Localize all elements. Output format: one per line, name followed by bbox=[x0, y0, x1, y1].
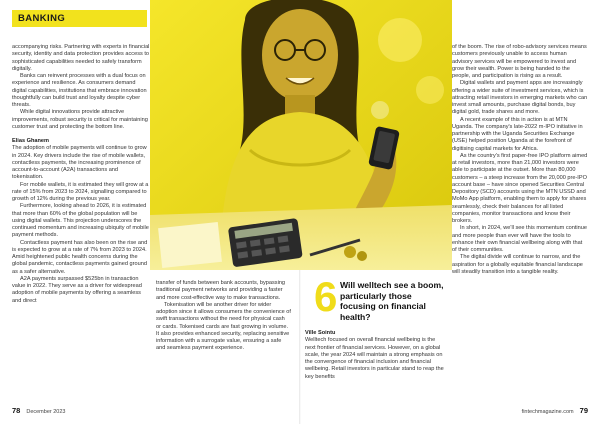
paragraph: As the country's first paper-free IPO platform aimed at retail investors, more than 21,000 investors were able to participate at the outset. More than 80,000 customers – a steep increase from the 20,000 pre-IPO account base – have since opened Securities Central Depository (SCD) accounts using the MTN USSD and MoMo App platform, enabling them to apply for shares seamlessly, check their balances for all listed companies, monitor transactions and know their brokers. bbox=[452, 152, 588, 224]
site-url: fintechmagazine.com bbox=[521, 409, 574, 415]
paragraph: A recent example of this in action is at MTN Uganda. The company's late-2022 m-IPO initiative in partnership with the Uganda Securities Exchange (USE) helped position Uganda at the forefront of digitising capital markets for Africa. bbox=[452, 116, 583, 152]
photo-illustration bbox=[150, 0, 452, 270]
paragraph: For mobile wallets, it is estimated they will grow at a rate of 15% from 2023 to 2024, signalling compared to growth of 12% during the previous year. bbox=[12, 181, 149, 202]
section-tab bbox=[12, 10, 147, 27]
right-column bbox=[452, 44, 588, 276]
paragraph: Contactless payment has also been on the rise and is expected to grow at a rate of 7% from 2023 to 2024. Amid heightened public health concerns during the global pandemic, contactless payments gained ground as a safer alternative. bbox=[12, 239, 148, 275]
left-column bbox=[12, 44, 150, 305]
footer-left bbox=[12, 406, 65, 415]
answer-column bbox=[305, 330, 445, 381]
paragraph: The digital divide will continue to narrow, and the aspiration for a globally equitable financial landscape will steadily transition into a tangible reality. bbox=[452, 254, 583, 275]
paragraph: Digital wallets and payment apps are increasingly offering a wider suite of investment services, which is attracting retail investors in emerging markets who can invest small amounts, purchase digital bonds, buy digital gold, trade shares and more. bbox=[452, 80, 588, 116]
paragraph: A2A payments surpassed $525bn in transaction value in 2022. They serve as a driver for widespread adoption of mobile payments by offering a seamless and direct bbox=[12, 275, 142, 304]
paragraph: accompanying risks. Partnering with experts in financial security, identity and data protection provides access to sophisticated capabilities needed to safely transform digitally. bbox=[12, 44, 150, 72]
section-label: BANKING bbox=[18, 13, 66, 24]
hero-photo bbox=[150, 0, 452, 270]
paragraph: Welltech focused on overall financial wellbeing is the next frontier of financial services. However, on a global scale, the year 2024 will maintain a strong emphasis on the convergence of financial inclusion and financial wellbeing. Retail investors in particular stand to reap the key benefits bbox=[305, 337, 444, 380]
author-byline: Ville Sointu bbox=[305, 330, 336, 336]
page-number-right: 79 bbox=[579, 406, 588, 415]
question-heading: Will welltech see a boom, particularly those focusing on financial health? bbox=[340, 280, 444, 322]
paragraph: Tokenisation will be another driver for wider adoption since it allows consumers the convenience of swift transactions without the need for physical cash or cards. Tokenised cards are fast growing in volume. It also provides enhanced security, replacing sensitive information with a surrogate value, ensuring a safe and seamless payment experience. bbox=[156, 301, 291, 352]
paragraph: of the boom. The rise of robo-advisory services means customers previously unable to access human advisory services will be empowered to invest and grow their wealth. Power is being handed to the people, and participation is rising as a result. bbox=[452, 44, 587, 79]
paragraph: Furthermore, looking ahead to 2026, it is estimated that more than 60% of the global population will be using digital wallets. This projection underscores the continued momentum and increasing ubiquity of mobile payment methods. bbox=[12, 203, 149, 239]
issue-date: December 2023 bbox=[26, 409, 66, 415]
paragraph: In short, in 2024, we'll see this momentum continue and more people than ever will have the tools to enhance their own financial wellbeing along with that of their communities. bbox=[452, 225, 587, 253]
paragraph: The adoption of mobile payments will continue to grow in 2024. Key drivers include the rise of mobile wallets, contactless payments, the increasing prominence of account-to-account (A2A) transactions and tokenisation. bbox=[12, 145, 147, 181]
paragraph: transfer of funds between bank accounts, bypassing traditional payment networks and providing a faster and more cost-effective way to make transactions. bbox=[156, 280, 286, 301]
middle-column bbox=[156, 280, 291, 353]
page-number-left: 78 bbox=[12, 406, 21, 415]
footer-right bbox=[522, 406, 588, 415]
author-byline: Elias Ghanem bbox=[12, 138, 49, 144]
paragraph: Banks can reinvent processes with a dual focus on experience and resilience. As consumers demand digital capabilities, institutions that embrace innovation thoughtfully can build trust and loyalty despite cyber threats. bbox=[12, 73, 147, 108]
question-number: 6 bbox=[314, 273, 338, 320]
paragraph: While digital innovations provide attractive improvements, robust security is critical for maintaining customer trust and protecting the bottom line. bbox=[12, 109, 148, 130]
